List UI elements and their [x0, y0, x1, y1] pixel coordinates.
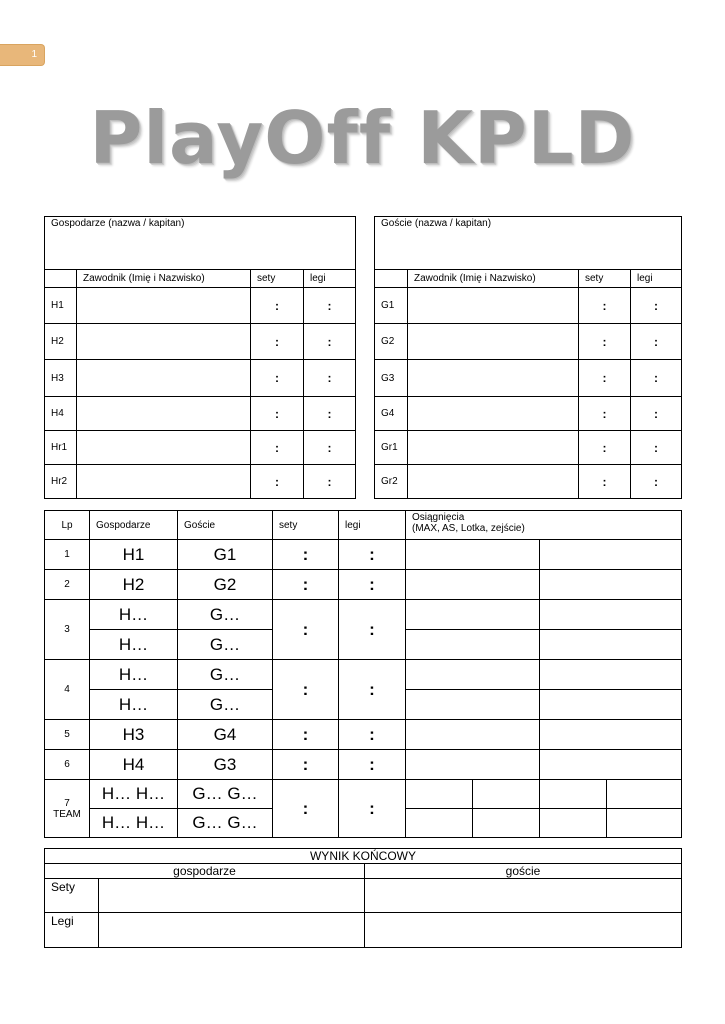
away-player: G… [178, 660, 273, 690]
match-number: 5 [45, 720, 90, 750]
away-player: G4 [178, 720, 273, 750]
header-achievements [406, 511, 682, 540]
header-player-name: Zawodnik (Imię i Nazwisko) [77, 270, 251, 288]
sets-score-field[interactable]: : [273, 720, 339, 750]
achievements-home-field[interactable] [406, 750, 540, 780]
table-row [375, 431, 682, 465]
legs-score-field[interactable]: : [631, 397, 682, 431]
final-legs-home-field[interactable] [99, 913, 365, 948]
table-row [375, 397, 682, 431]
table-row [375, 324, 682, 360]
legs-score-field[interactable]: : [304, 324, 356, 360]
away-player: G… [178, 630, 273, 660]
player-code: H1 [45, 288, 77, 324]
home-lineup-table [44, 216, 356, 499]
legs-score-field[interactable]: : [339, 540, 406, 570]
match-number: 4 [45, 660, 90, 720]
achievements-field[interactable] [607, 780, 682, 809]
home-player: H… [90, 660, 178, 690]
away-player: G1 [178, 540, 273, 570]
header-cell [375, 270, 408, 288]
away-player: G2 [178, 570, 273, 600]
final-result-away-label: goście [365, 864, 682, 879]
achievements-home-field[interactable] [406, 720, 540, 750]
away-players: G… G… [178, 809, 273, 838]
sets-score-field[interactable]: : [251, 288, 304, 324]
achievements-home-field[interactable] [406, 540, 540, 570]
table-row [45, 600, 682, 630]
final-sets-label: Sety [45, 879, 99, 913]
match-number: 2 [45, 570, 90, 600]
player-name-field[interactable] [408, 324, 579, 360]
sets-score-field[interactable]: : [579, 431, 631, 465]
achievements-away-field[interactable] [540, 660, 682, 690]
header-player-name: Zawodnik (Imię i Nazwisko) [408, 270, 579, 288]
achievements-field[interactable] [540, 780, 607, 809]
home-player: H… [90, 690, 178, 720]
player-name-field[interactable] [408, 397, 579, 431]
table-row [45, 397, 356, 431]
page-number-badge: 1 [0, 44, 45, 66]
achievements-home-field[interactable] [406, 690, 540, 720]
legs-score-field[interactable]: : [304, 465, 356, 499]
achievements-field[interactable] [473, 809, 540, 838]
match-number-value: 7 [64, 797, 70, 809]
player-name-field[interactable] [77, 397, 251, 431]
table-row [45, 879, 682, 913]
header-sets: sety [251, 270, 304, 288]
home-player: H3 [90, 720, 178, 750]
achievements-title: Osiągnięcia [412, 512, 465, 523]
home-team-name-field[interactable]: Gospodarze (nazwa / kapitan) [45, 217, 356, 270]
table-row [45, 360, 356, 397]
final-result-home-label: gospodarze [45, 864, 365, 879]
player-code: Hr1 [45, 431, 77, 465]
sets-score-field[interactable]: : [579, 360, 631, 397]
home-players: H… H… [90, 809, 178, 838]
home-player: H… [90, 600, 178, 630]
page-title: PlayOff KPLD [89, 96, 636, 180]
table-row [45, 913, 682, 948]
final-sets-away-field[interactable] [365, 879, 682, 913]
sets-score-field[interactable]: : [273, 540, 339, 570]
match-number: 1 [45, 540, 90, 570]
sets-score-field[interactable]: : [579, 397, 631, 431]
achievements-away-field[interactable] [540, 630, 682, 660]
achievements-field[interactable] [540, 809, 607, 838]
home-player: H1 [90, 540, 178, 570]
achievements-field[interactable] [607, 809, 682, 838]
table-row [45, 720, 682, 750]
sets-score-field[interactable]: : [273, 600, 339, 660]
legs-score-field[interactable]: : [304, 431, 356, 465]
header-legs: legi [339, 511, 406, 540]
table-row [375, 360, 682, 397]
sets-score-field[interactable]: : [251, 465, 304, 499]
header-cell [45, 270, 77, 288]
sets-score-field[interactable]: : [251, 431, 304, 465]
header-away: Goście [178, 511, 273, 540]
final-sets-home-field[interactable] [99, 879, 365, 913]
sets-score-field[interactable]: : [273, 660, 339, 720]
table-row [45, 465, 356, 499]
header-lp: Lp [45, 511, 90, 540]
achievements-field[interactable] [406, 809, 473, 838]
legs-score-field[interactable]: : [631, 360, 682, 397]
away-players: G… G… [178, 780, 273, 809]
player-code: H3 [45, 360, 77, 397]
player-code: G2 [375, 324, 408, 360]
home-players: H… H… [90, 780, 178, 809]
legs-score-field[interactable]: : [339, 600, 406, 660]
legs-score-field[interactable]: : [631, 324, 682, 360]
achievements-away-field[interactable] [540, 600, 682, 630]
achievements-subtitle: (MAX, AS, Lotka, zejście) [412, 523, 525, 534]
achievements-away-field[interactable] [540, 690, 682, 720]
player-name-field[interactable] [77, 360, 251, 397]
legs-score-field[interactable]: : [631, 431, 682, 465]
match-number: 6 [45, 750, 90, 780]
sets-score-field[interactable]: : [273, 750, 339, 780]
player-name-field[interactable] [77, 324, 251, 360]
match-number [45, 780, 90, 838]
achievements-field[interactable] [473, 780, 540, 809]
away-lineup-table [374, 216, 682, 499]
legs-score-field[interactable]: : [339, 660, 406, 720]
final-result-title: WYNIK KOŃCOWY [45, 849, 682, 864]
legs-score-field[interactable]: : [631, 288, 682, 324]
legs-score-field[interactable]: : [304, 288, 356, 324]
table-row [45, 324, 356, 360]
achievements-field[interactable] [406, 780, 473, 809]
header-sets: sety [273, 511, 339, 540]
player-name-field[interactable] [408, 465, 579, 499]
legs-score-field[interactable]: : [339, 720, 406, 750]
header-legs: legi [631, 270, 682, 288]
table-row [45, 431, 356, 465]
achievements-home-field[interactable] [406, 660, 540, 690]
player-code: Hr2 [45, 465, 77, 499]
achievements-away-field[interactable] [540, 570, 682, 600]
legs-score-field[interactable]: : [304, 397, 356, 431]
player-name-field[interactable] [77, 288, 251, 324]
player-name-field[interactable] [77, 465, 251, 499]
away-player: G… [178, 600, 273, 630]
away-player: G… [178, 690, 273, 720]
final-result-table [44, 848, 682, 948]
header-home: Gospodarze [90, 511, 178, 540]
table-row [45, 660, 682, 690]
sets-score-field[interactable]: : [251, 360, 304, 397]
sets-score-field[interactable]: : [579, 288, 631, 324]
sets-score-field[interactable]: : [251, 324, 304, 360]
player-name-field[interactable] [408, 360, 579, 397]
sets-score-field[interactable]: : [251, 397, 304, 431]
player-code: Gr2 [375, 465, 408, 499]
match-schedule-table [44, 510, 682, 838]
legs-score-field[interactable]: : [304, 360, 356, 397]
table-row [45, 540, 682, 570]
match-number: 3 [45, 600, 90, 660]
home-player: H… [90, 630, 178, 660]
achievements-away-field[interactable] [540, 720, 682, 750]
player-code: G4 [375, 397, 408, 431]
table-row [45, 780, 682, 809]
legs-score-field[interactable]: : [339, 780, 406, 838]
legs-score-field[interactable]: : [631, 465, 682, 499]
sets-score-field[interactable]: : [579, 465, 631, 499]
table-row [375, 465, 682, 499]
legs-score-field[interactable]: : [339, 570, 406, 600]
table-row [45, 570, 682, 600]
achievements-home-field[interactable] [406, 600, 540, 630]
player-name-field[interactable] [77, 431, 251, 465]
match-team-label: TEAM [53, 808, 81, 820]
table-row [45, 750, 682, 780]
achievements-away-field[interactable] [540, 750, 682, 780]
header-sets: sety [579, 270, 631, 288]
away-player: G3 [178, 750, 273, 780]
player-code: G1 [375, 288, 408, 324]
final-legs-away-field[interactable] [365, 913, 682, 948]
home-player: H4 [90, 750, 178, 780]
away-team-name-field[interactable]: Goście (nazwa / kapitan) [375, 217, 682, 270]
achievements-away-field[interactable] [540, 540, 682, 570]
final-legs-label: Legi [45, 913, 99, 948]
player-code: G3 [375, 360, 408, 397]
sets-score-field[interactable]: : [579, 324, 631, 360]
player-code: Gr1 [375, 431, 408, 465]
sets-score-field[interactable]: : [273, 570, 339, 600]
table-row [45, 288, 356, 324]
header-legs: legi [304, 270, 356, 288]
player-code: H4 [45, 397, 77, 431]
achievements-home-field[interactable] [406, 630, 540, 660]
legs-score-field[interactable]: : [339, 750, 406, 780]
home-player: H2 [90, 570, 178, 600]
achievements-home-field[interactable] [406, 570, 540, 600]
table-row [375, 288, 682, 324]
player-code: H2 [45, 324, 77, 360]
sets-score-field[interactable]: : [273, 780, 339, 838]
player-name-field[interactable] [408, 288, 579, 324]
player-name-field[interactable] [408, 431, 579, 465]
